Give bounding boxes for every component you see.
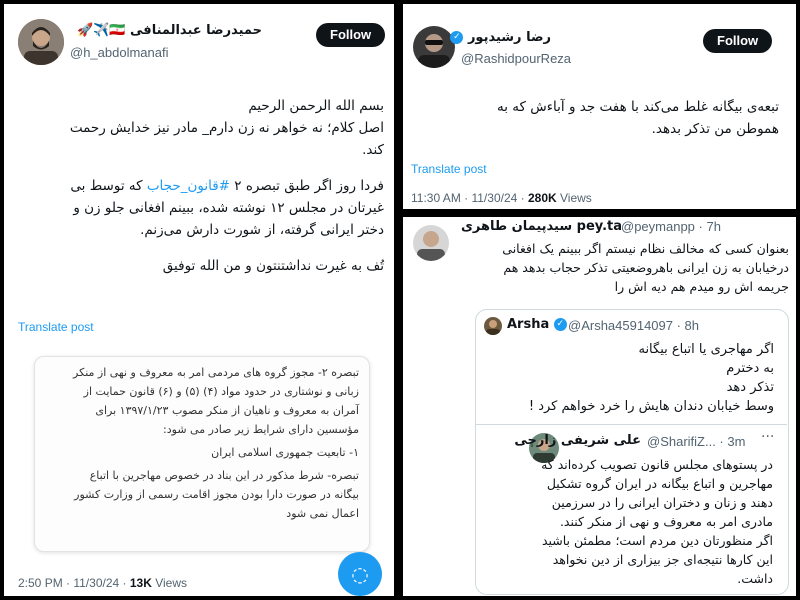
tweet-body: [417, 96, 779, 140]
verified-badge-icon: ✓: [554, 318, 567, 331]
tweet-line-with-hashtag: [18, 175, 384, 197]
tweet-card-rashidpour: [403, 4, 796, 209]
views-label: Views: [151, 576, 187, 590]
tweet-line: بسم الله الرحمن الرحیم: [248, 98, 384, 114]
tweet-line: جریمه اش رو میدم هم دیه اش را: [614, 279, 789, 294]
avatar[interactable]: [18, 19, 64, 65]
follow-button[interactable]: Follow: [703, 29, 772, 53]
tweet-line: بعنوان کسی که مخالف نظام نیستم اگر ببینم یک افغانی: [502, 241, 789, 256]
hashtag-link[interactable]: #قانون_حجاب: [146, 178, 230, 194]
quote-line: اگر منظورتان دین مردم است؛ مطمئن باشید: [541, 533, 773, 548]
translate-post-link[interactable]: Translate post: [18, 320, 94, 334]
display-name: [514, 433, 641, 448]
tweet-card-peyman: [403, 217, 796, 596]
doc-line: تبصره- شرط مذکور در این بناد در خصوص مهاجرین با اتباع: [89, 469, 359, 482]
quote-line: در پستوهای مجلس قانون تصویب کرده‌اند که: [541, 457, 773, 472]
quote-line: به دخترم: [726, 361, 774, 376]
quoted-tweet-arsha[interactable]: [475, 309, 789, 595]
follow-button[interactable]: Follow: [316, 23, 385, 47]
avatar[interactable]: [413, 26, 455, 68]
quoted-tweet-sharifi[interactable]: [475, 424, 787, 595]
timestamp[interactable]: 11:30 AM · 11/30/24 ·: [411, 191, 528, 205]
display-name[interactable]: [70, 23, 262, 38]
more-options-icon[interactable]: ···: [761, 429, 775, 445]
tweet-body: [18, 95, 384, 277]
views-label: Views: [556, 191, 592, 205]
display-name-text: رضا رشیدپور: [467, 30, 551, 45]
quote-line: وسط خیابان دندان هایش را خرد خواهم کرد !: [528, 399, 774, 414]
display-name[interactable]: [461, 219, 622, 234]
tweet-body: [459, 239, 789, 296]
avatar-photo-icon: [413, 26, 455, 68]
tweet-meta: [18, 576, 187, 590]
display-name-text: علی شریفی زارچی: [514, 433, 641, 448]
chat-bubble-icon: ◌: [351, 562, 369, 586]
avatar-photo-icon: [413, 225, 449, 261]
user-handle: @SharifiZ... · 3m: [647, 434, 746, 449]
user-handle[interactable]: @peymanpp · 7h: [621, 219, 721, 234]
tweet-line: فردا روز اگر طبق تبصره ۲ #قانون_حجاب که توسط بی: [70, 178, 384, 194]
display-name: [507, 317, 567, 332]
display-name-text: حمیدرضا عبدالمنافی: [130, 23, 262, 38]
views-count: 280K: [527, 191, 557, 205]
quote-line: اگر مهاجری یا اتباع بیگانه: [638, 342, 774, 357]
quote-line: داشت.: [737, 571, 773, 586]
tweet-line: تبعه‌ی بیگانه غلط می‌کند با هفت جد و آباءش که به: [496, 99, 779, 115]
doc-line: ۱- تابعیت جمهوری اسلامی ایران: [211, 446, 359, 459]
quote-body: [486, 340, 774, 416]
quote-line: دهند و زنان و دختران ایرانی را در سرزمین: [551, 495, 773, 510]
avatar: [484, 317, 502, 335]
quote-line: این کارها نتیجه‌ای جز بیزاری از دین نخواهد: [552, 552, 773, 567]
avatar[interactable]: [413, 225, 449, 261]
views-count: 13K: [129, 576, 152, 590]
quote-line: مادری امر به معروف و نهی از منکر کنند.: [559, 514, 773, 529]
quote-line: مهاجرین و اتباع بیگانه در ایران گروه تشکیل: [546, 476, 773, 491]
display-name-text: سیدپیمان طاهری pey.ta: [461, 219, 623, 234]
tweet-meta: [411, 191, 592, 205]
tweet-line: غیرتان در مجلس ۱۲ نوشته شده، ببینم افغانی جلو زن و: [73, 200, 384, 216]
tweet-line: تُف به غیرت نداشتنتون و من الله توفیق: [162, 258, 384, 274]
doc-line: بیگانه در صورت دارا بودن مجوز اقامت رسمی از وزارت کشور: [74, 488, 359, 501]
timestamp[interactable]: 2:50 PM · 11/30/24 ·: [18, 576, 130, 590]
user-handle[interactable]: @RashidpourReza: [461, 51, 572, 66]
user-handle[interactable]: @h_abdolmanafi: [70, 45, 169, 60]
compose-message-button[interactable]: [338, 552, 382, 596]
tweet-line: درخیابان به زن ایرانی باهروضعیتی تذکر حجاب بدهد هم: [503, 260, 789, 275]
doc-line: اعمال نمی شود: [286, 507, 359, 520]
verified-badge-icon: ✓: [450, 31, 463, 44]
attached-document-image[interactable]: [34, 356, 370, 552]
display-name[interactable]: [453, 30, 551, 45]
doc-line: مؤسسین دارای شرایط زیر صادر می شود:: [163, 423, 359, 436]
display-name-text: Arsha: [507, 317, 550, 332]
avatar-photo-icon: [484, 317, 502, 335]
quote-line: تذکر دهد: [726, 380, 774, 395]
user-handle: @Arsha45914097 · 8h: [568, 318, 700, 333]
doc-line: آمران به معروف و ناهیان از منکر مصوب ۱۳۹۷/۱/۲۳ برای: [95, 404, 359, 417]
tweet-line: کند.: [362, 142, 384, 158]
tweet-line: اصل کلام؛ نه خواهر نه زن دارم_ مادر نیز خدایش رحمت: [69, 120, 384, 136]
tweet-line: هموطن من تذکر بدهد.: [651, 121, 779, 137]
avatar-photo-icon: [18, 19, 64, 65]
translate-post-link[interactable]: Translate post: [411, 162, 487, 176]
tweet-line: دختر ایرانی گرفته، از شورت دارش می‌زنم.: [140, 222, 384, 238]
tweet-card-abdolmanafi: [4, 4, 394, 596]
quote-body: [515, 455, 773, 588]
doc-line: تبصره ۲- مجوز گروه های مردمی امر به معروف و نهی از منکر: [73, 366, 359, 379]
name-badges: 🚀✈️🇮🇷: [76, 23, 126, 38]
doc-line: زبانی و نوشتاری در حدود مواد (۴) (۵) و (۶) قانون حمایت از: [83, 385, 359, 398]
